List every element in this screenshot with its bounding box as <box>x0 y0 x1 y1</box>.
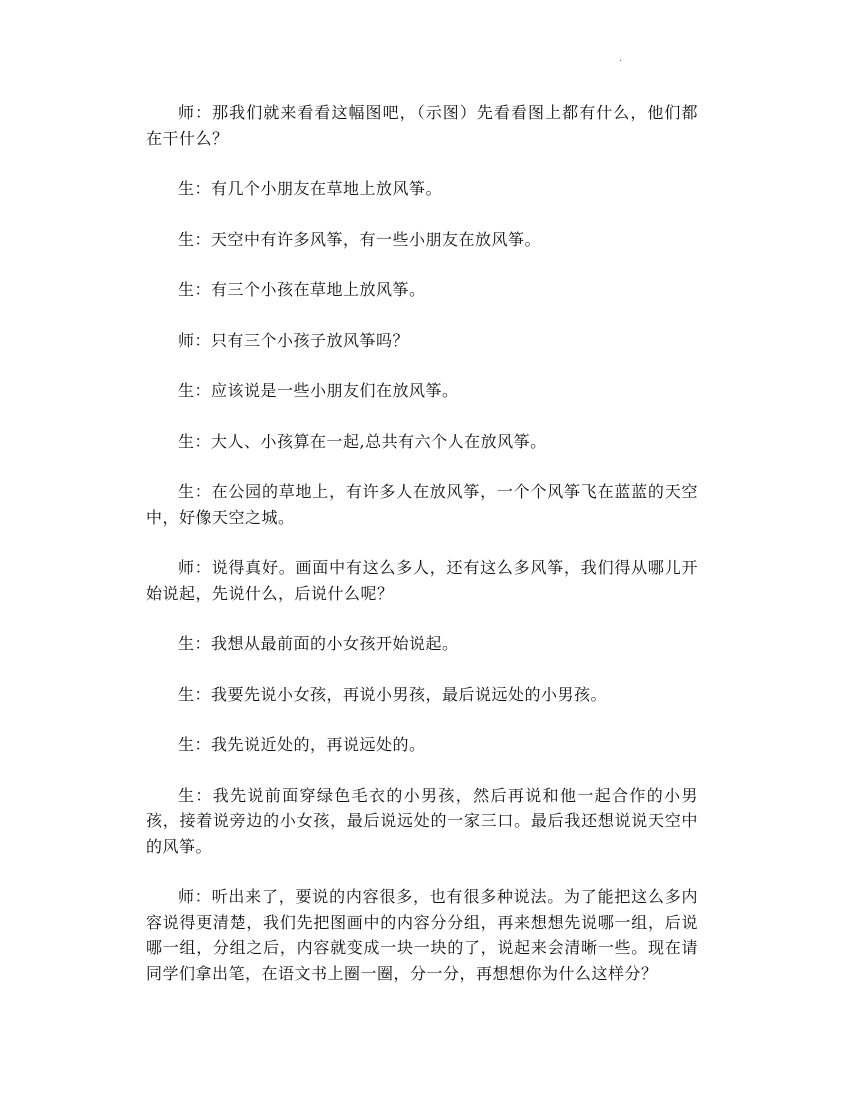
dialogue-paragraph: 生：有三个小孩在草地上放风筝。 <box>178 280 426 299</box>
speaker-label: 生 <box>178 634 195 653</box>
speaker-label: 生 <box>178 280 195 299</box>
utterance-text: 我要先说小女孩，再说小男孩，最后说远处的小男孩。 <box>211 684 608 704</box>
dialogue-paragraph: 生：有几个小朋友在草地上放风筝。 <box>178 179 443 198</box>
dialogue-paragraph: 师：那我们就来看看这幅图吧，（示图）先看看图上都有什么，他们都在干什么？ <box>146 103 698 148</box>
utterance-text: 我想从最前面的小女孩开始说起。 <box>211 634 459 653</box>
utterance-text: 天空中有许多风筝，有一些小朋友在放风筝。 <box>211 229 542 249</box>
dialogue-paragraph: 师：说得真好。画面中有这么多人，还有这么多风筝，我们得从哪儿开始说起，先说什么，后说什么呢？ <box>146 558 698 603</box>
speaker-label: 生 <box>178 229 195 249</box>
utterance-text: 有三个小孩在草地上放风筝。 <box>211 280 426 299</box>
dialogue-paragraph: 生：我先说近处的，再说远处的。 <box>178 735 426 754</box>
dialogue-paragraph: 生：应该说是一些小朋友们在放风筝。 <box>178 381 459 400</box>
document-body <box>146 100 698 1011</box>
utterance-text: 应该说是一些小朋友们在放风筝。 <box>211 381 459 400</box>
utterance-text: 只有三个小孩子放风筝吗？ <box>211 330 410 350</box>
speaker-label: 师 <box>178 558 195 577</box>
utterance-text: 那我们就来看看这幅图吧，（示图）先看看图上都有什么，他们都在干什么？ <box>146 103 698 148</box>
dialogue-paragraph: 生：大人、小孩算在一起,总共有六个人在放风筝。 <box>178 431 547 451</box>
speaker-label: 生 <box>178 482 195 501</box>
utterance-text: 说得真好。画面中有这么多人，还有这么多风筝，我们得从哪儿开始说起，先说什么，后说什么呢？ <box>146 558 698 603</box>
utterance-text: 听出来了，要说的内容很多，也有很多种说法。为了能把这么多内容说得更清楚，我们先把图画中的内容分分组，再来想想先说哪一组，后说哪一组，分组之后，内容就变成一块一块的了，说起来会清晰一些。现在请同学们拿出笔，在语文书上圈一圈，分一分，再想想你为什么这样分？ <box>146 887 698 983</box>
utterance-text: 大人、小孩算在一起,总共有六个人在放风筝。 <box>211 431 547 451</box>
speaker-label: 师 <box>178 330 195 350</box>
page-header-mark: . <box>619 53 623 64</box>
speaker-label: 师 <box>178 103 196 122</box>
speaker-label: 生 <box>178 381 195 400</box>
dialogue-paragraph: 师：只有三个小孩子放风筝吗？ <box>178 330 410 350</box>
speaker-label: 生 <box>178 735 195 754</box>
dialogue-paragraph: 师：听出来了，要说的内容很多，也有很多种说法。为了能把这么多内容说得更清楚，我们先把图画中的内容分分组，再来想想先说哪一组，后说哪一组，分组之后，内容就变成一块一块的了，说起来会清晰一些。现在请同学们拿出笔，在语文书上圈一圈，分一分，再想想你为什么这样分？ <box>146 887 698 983</box>
dialogue-paragraph: 生：在公园的草地上，有许多人在放风筝，一个个风筝飞在蓝蓝的天空中，好像天空之城。 <box>146 482 698 527</box>
dialogue-paragraph: 生：天空中有许多风筝，有一些小朋友在放风筝。 <box>178 229 542 249</box>
speaker-label: 师 <box>178 887 195 906</box>
utterance-text: 有几个小朋友在草地上放风筝。 <box>211 179 443 198</box>
dialogue-paragraph: 生：我先说前面穿绿色毛衣的小男孩，然后再说和他一起合作的小男孩，接着说旁边的小女孩，最后说远处的一家三口。最后我还想说说天空中的风筝。 <box>146 785 698 856</box>
dialogue-paragraph: 生：我想从最前面的小女孩开始说起。 <box>178 634 459 653</box>
speaker-label: 生 <box>178 785 196 805</box>
speaker-label: 生 <box>178 431 195 451</box>
speaker-label: 生 <box>178 684 195 704</box>
speaker-label: 生 <box>178 179 195 198</box>
utterance-text: 在公园的草地上，有许多人在放风筝，一个个风筝飞在蓝蓝的天空中，好像天空之城。 <box>146 482 698 527</box>
utterance-text: 我先说近处的，再说远处的。 <box>211 735 426 754</box>
dialogue-paragraph: 生：我要先说小女孩，再说小男孩，最后说远处的小男孩。 <box>178 684 608 704</box>
utterance-text: 我先说前面穿绿色毛衣的小男孩，然后再说和他一起合作的小男孩，接着说旁边的小女孩，最后说远处的一家三口。最后我还想说说天空中的风筝。 <box>146 785 698 856</box>
